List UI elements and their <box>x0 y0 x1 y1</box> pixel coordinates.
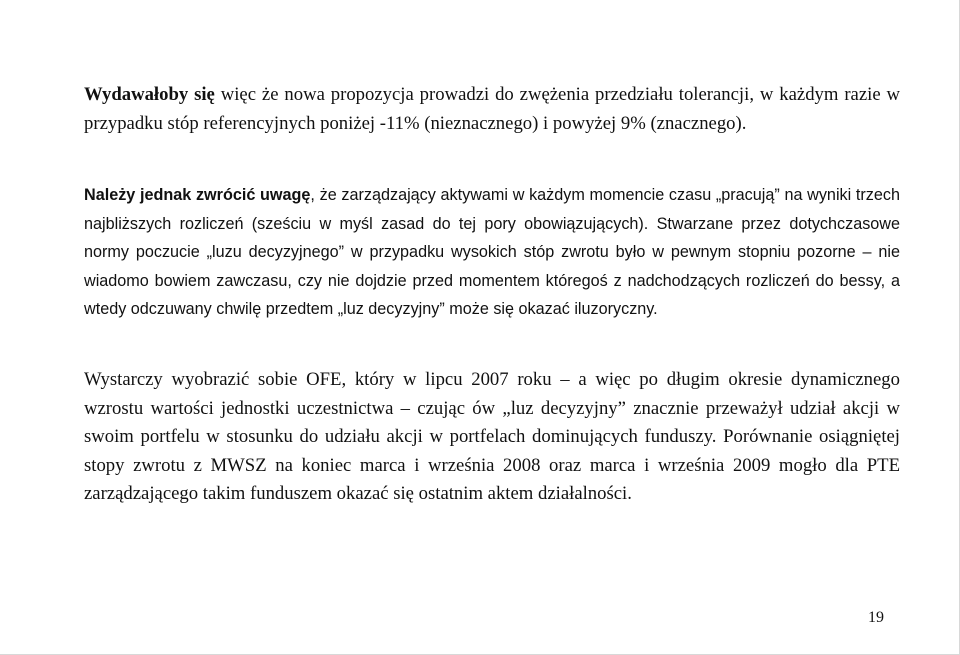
page-number: 19 <box>868 609 884 626</box>
paragraph-2-lead-bold: Należy jednak zwrócić uwagę <box>84 186 311 204</box>
paragraph-2-text: , że zarządzający aktywami w każdym momencie czasu „pracują” na wyniki trzech najbliższych rozliczeń (sześciu w myśl zasad do tej pory obowiązujących). Stwarzane przez dotychczasowe normy poczucie „luzu decyzyjnego” w przypadku wysokich stóp zwrotu było w pewnym stopniu pozorne – nie wiadomo bowiem zawczasu, czy nie dojdzie przed momentem któregoś z nadchodzących rozliczeń do bessy, a wtedy odczuwany chwilę przedtem „luz decyzyjny” może się okazać iluzoryczny. <box>84 186 900 318</box>
paragraph-1 <box>84 81 900 138</box>
paragraph-3-text: Wystarczy wyobrazić sobie OFE, który w lipcu 2007 roku – a więc po długim okresie dynamicznego wzrostu wartości jednostki uczestnictwa – czując ów „luz decyzyjny” znacznie przeważył udział akcji w swoim portfelu w stosunku do udziału akcji w portfelach dominujących funduszy. Porównanie osiągniętej stopy zwrotu z MWSZ na koniec marca i września 2008 oraz marca i września 2009 mogło dla PTE zarządzającego takim funduszem okazać się ostatnim aktem działalności. <box>84 369 900 504</box>
paragraph-2 <box>84 181 900 324</box>
paragraph-1-text: więc że nowa propozycja prowadzi do zwężenia przedziału tolerancji, w każdym razie w przypadku stóp referencyjnych poniżej -11% (nieznacznego) i powyżej 9% (znacznego). <box>84 84 900 134</box>
paragraph-1-lead-bold: Wydawałoby się <box>84 84 215 105</box>
paragraph-3 <box>84 366 900 509</box>
